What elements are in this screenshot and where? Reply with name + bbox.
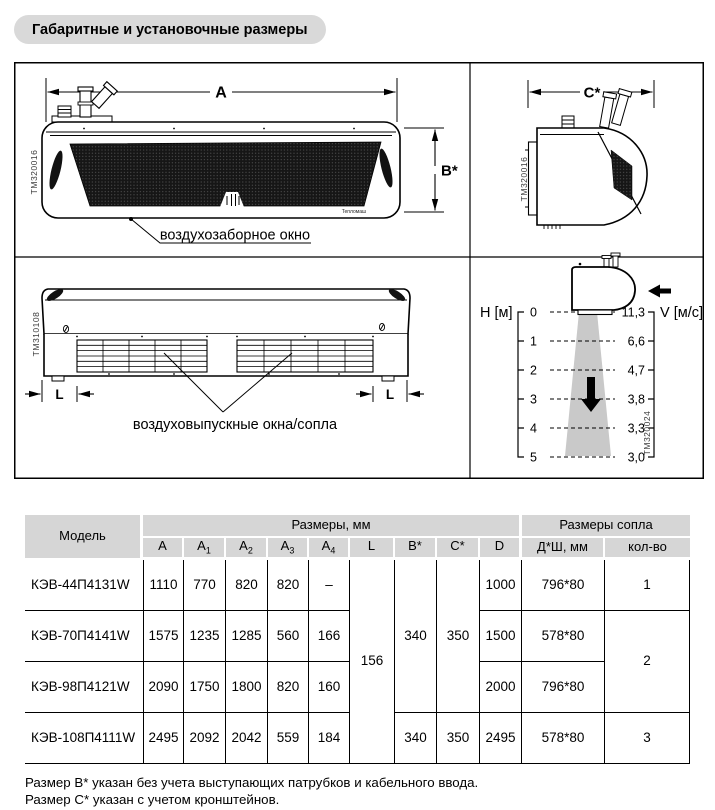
- col-header-c: C*: [437, 538, 480, 560]
- front-view-drawing: [29, 78, 458, 244]
- value-cell: 1235: [184, 611, 226, 662]
- footnote-c: Размер C* указан с учетом кронштейнов.: [25, 792, 280, 807]
- value-cell: 1800: [226, 662, 268, 713]
- table-row: [25, 560, 690, 611]
- col-header-model: Модель: [25, 515, 143, 560]
- value-cell: 770: [184, 560, 226, 611]
- value-cell: 1285: [226, 611, 268, 662]
- dim-c-label: C*: [583, 84, 601, 102]
- h-tick: 4: [530, 421, 537, 436]
- value-cell: 2090: [143, 662, 184, 713]
- value-cell: 2000: [480, 662, 522, 713]
- outlet-grille-right: [237, 340, 373, 372]
- merged-qty-cell: 2: [605, 611, 690, 713]
- col-group-dimensions: Размеры, мм: [143, 515, 522, 538]
- dimensions-table: [25, 515, 690, 764]
- drawings-svg: [14, 62, 704, 479]
- col-group-nozzle: Размеры сопла: [522, 515, 690, 538]
- drawing-code-airflow: TM320024: [642, 410, 652, 456]
- col-header-l: L: [350, 538, 395, 560]
- airflow-diagram: [480, 253, 703, 465]
- value-cell: 2092: [184, 713, 226, 764]
- value-cell: 1500: [480, 611, 522, 662]
- value-cell: 1110: [143, 560, 184, 611]
- outlet-callout: воздуховыпускные окна/сопла: [132, 417, 338, 433]
- value-cell: 2495: [143, 713, 184, 764]
- value-cell: 578*80: [522, 611, 605, 662]
- drawing-code-front: TM320016: [29, 149, 39, 195]
- dimensional-drawings: [14, 62, 704, 479]
- value-cell: 184: [309, 713, 350, 764]
- h-tick: 1: [530, 334, 537, 349]
- col-header-a: A: [143, 538, 184, 560]
- col-header-a2: $A_2$: [226, 538, 268, 560]
- dim-l-left: [25, 380, 94, 402]
- value-cell: 340: [395, 713, 437, 764]
- intake-callout: воздухозаборное окно: [159, 227, 311, 244]
- mounting-bracket: [529, 142, 538, 215]
- value-cell: 350: [437, 713, 480, 764]
- value-cell: 820: [268, 560, 309, 611]
- h-tick: 3: [530, 392, 537, 407]
- footnote-b: Размер B* указан без учета выступающих патрубков и кабельного ввода.: [25, 775, 479, 790]
- intake-arrow-icon: [648, 285, 671, 298]
- value-cell: 2042: [226, 713, 268, 764]
- v-value: 6,6: [627, 334, 645, 349]
- side-view-drawing: [519, 80, 654, 229]
- v-value: 3,8: [627, 392, 645, 407]
- value-cell: 1000: [480, 560, 522, 611]
- value-cell: 2495: [480, 713, 522, 764]
- v-axis-label: V [м/с]: [660, 305, 704, 321]
- model-cell: КЭВ-70П4141W: [25, 611, 143, 662]
- col-header-b: B*: [395, 538, 437, 560]
- page-title: Габаритные и установочные размеры: [14, 15, 326, 44]
- v-value: 11,3: [621, 305, 645, 320]
- value-cell: –: [309, 560, 350, 611]
- dim-a-label: A: [215, 84, 227, 102]
- value-cell: 1575: [143, 611, 184, 662]
- col-header-a1: $A_1$: [184, 538, 226, 560]
- v-value: 3,0: [627, 450, 645, 465]
- v-value: 3,3: [627, 421, 645, 436]
- value-cell: 820: [268, 662, 309, 713]
- h-tick: 0: [530, 305, 537, 320]
- value-cell: 166: [309, 611, 350, 662]
- outlet-grille-left: [77, 340, 207, 372]
- col-header-a3: $A_3$: [268, 538, 309, 560]
- drawing-code-bottom: TM310108: [31, 311, 41, 357]
- value-cell: 560: [268, 611, 309, 662]
- h-axis-label: H [м]: [480, 305, 513, 321]
- col-header-a4: $A_4$: [309, 538, 350, 560]
- value-cell: 796*80: [522, 560, 605, 611]
- model-cell: КЭВ-108П4111W: [25, 713, 143, 764]
- water-pipes: [52, 82, 117, 122]
- footnotes: [25, 774, 478, 808]
- bottom-view-drawing: [25, 287, 424, 433]
- value-cell: 820: [226, 560, 268, 611]
- value-cell: 796*80: [522, 662, 605, 713]
- value-cell: 1750: [184, 662, 226, 713]
- model-cell: КЭВ-98П4121W: [25, 662, 143, 713]
- v-value: 4,7: [627, 363, 645, 378]
- brand-logo: Тепломаш: [341, 209, 366, 215]
- merged-b-cell: 340: [395, 560, 437, 713]
- merged-l-cell: 156: [350, 560, 395, 764]
- dim-l-left-label: L: [55, 387, 64, 402]
- h-tick: 5: [530, 450, 537, 465]
- value-cell: 578*80: [522, 713, 605, 764]
- col-header-nozzle-qty: кол-во: [605, 538, 690, 560]
- dim-b-label: B*: [441, 162, 458, 180]
- value-cell: 559: [268, 713, 309, 764]
- dim-l-right: [356, 380, 424, 402]
- h-tick: 2: [530, 363, 537, 378]
- merged-c-cell: 350: [437, 560, 480, 713]
- drawing-code-side: TM320016: [519, 156, 529, 202]
- value-cell: 1: [605, 560, 690, 611]
- col-header-nozzle-size: Д*Ш, мм: [522, 538, 605, 560]
- dim-l-right-label: L: [385, 387, 395, 402]
- value-cell: 160: [309, 662, 350, 713]
- col-header-d: D: [480, 538, 522, 560]
- value-cell: 3: [605, 713, 690, 764]
- model-cell: КЭВ-44П4131W: [25, 560, 143, 611]
